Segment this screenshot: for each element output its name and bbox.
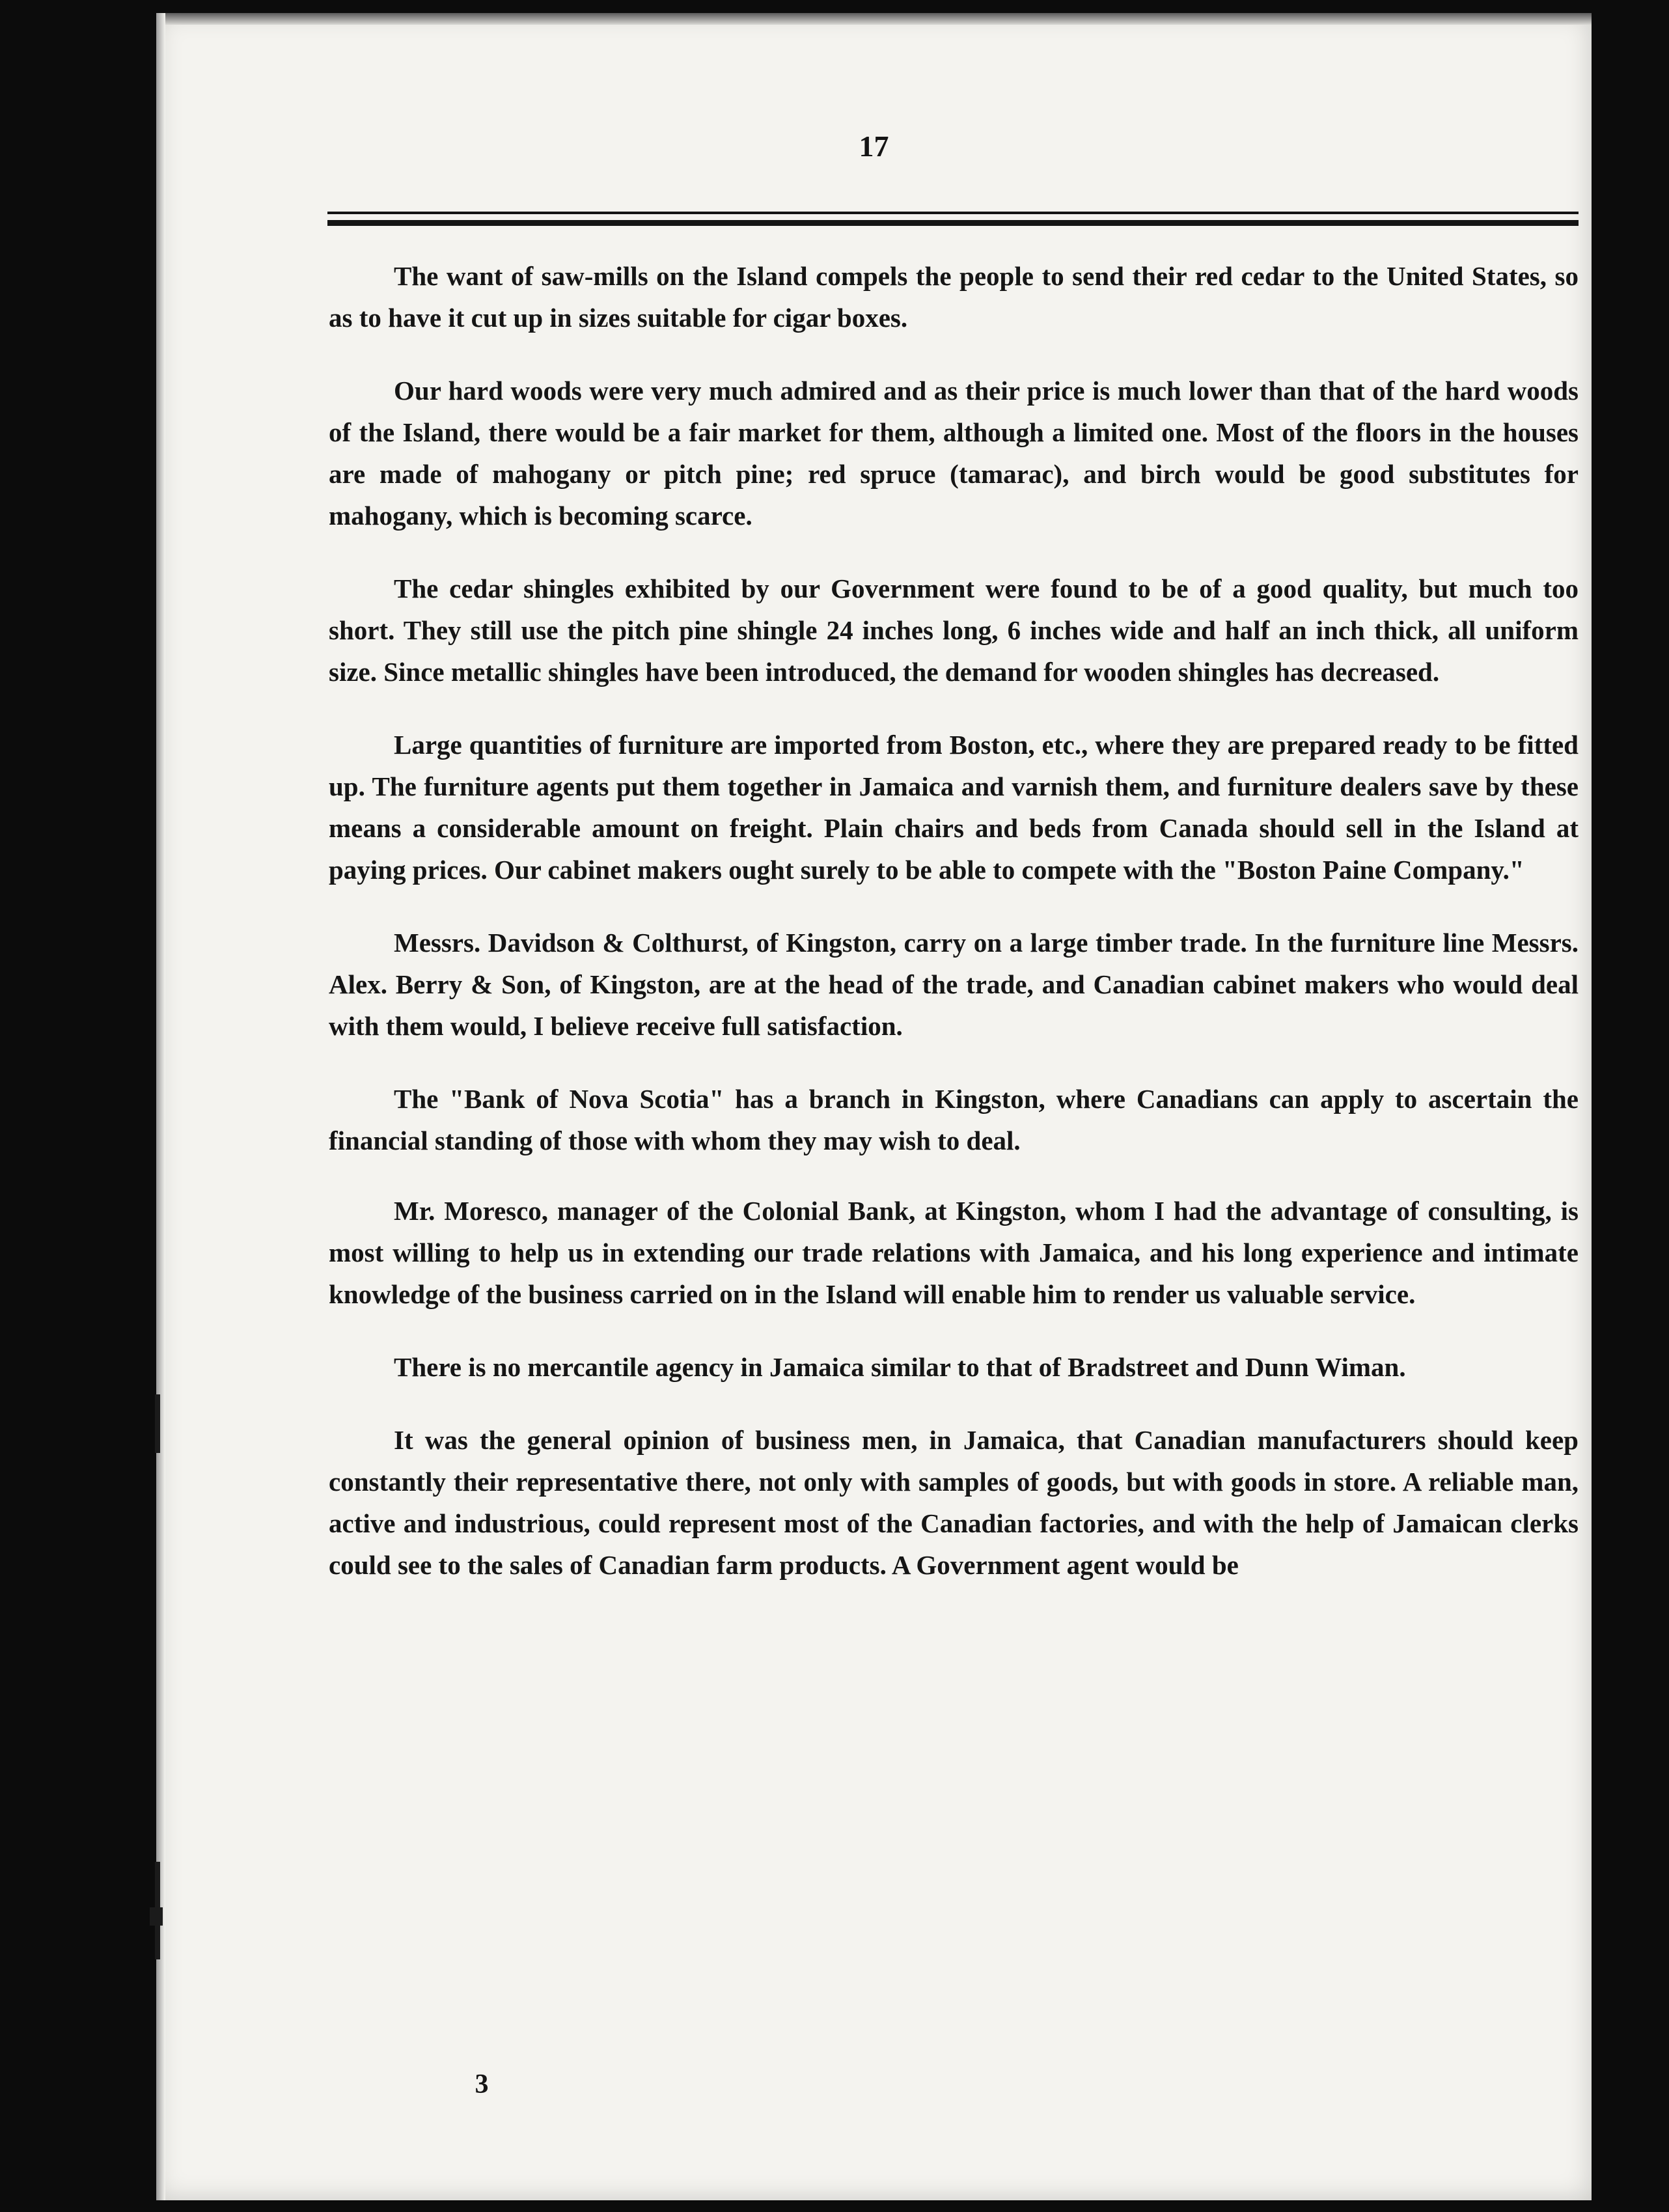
header-rule-thick xyxy=(327,220,1579,226)
paragraph-business-opinion: It was the general opinion of business men, in Jamaica, that Canadian manufacturers should keep constantly their representative there, not only with samples of goods, but with goods in store. A reliable man, active and industrious, could represent most of the Canadian factories, and with the help of Jamaican clerks could see to the sales of Canadian farm products. A Government agent would be xyxy=(329,1425,1579,1580)
left-margin-scan-mark xyxy=(155,1394,160,1453)
paragraph-saw-mills: The want of saw-mills on the Island compels the people to send their red cedar to the United States, so as to have it cut up in sizes suitable for cigar boxes. xyxy=(329,261,1579,333)
left-margin-scan-mark xyxy=(150,1907,163,1926)
paragraph-mercantile-agency: There is no mercantile agency in Jamaica similar to that of Bradstreet and Dunn Wiman. xyxy=(394,1352,1406,1382)
document-page xyxy=(156,13,1592,2200)
body-text xyxy=(329,255,1579,1617)
paragraph-bank-nova-scotia: The "Bank of Nova Scotia" has a branch in Kingston, where Canadians can apply to ascertain the financial standing of those with whom they may wish to deal. xyxy=(329,1084,1579,1155)
paragraph-colonial-bank: Mr. Moresco, manager of the Colonial Bank, at Kingston, whom I had the advantage of consulting, is most willing to help us in extending our trade relations with Jamaica, and his long experience and intimate knowledge of the business carried on in the Island will enable him to render us valuable service. xyxy=(329,1196,1579,1309)
paragraph-cedar-shingles: The cedar shingles exhibited by our Government were found to be of a good quality, but much too short. They still use the pitch pine shingle 24 inches long, 6 inches wide and half an inch thick, all uniform size. Since metallic shingles have been introduced, the demand for wooden shingles has decreased. xyxy=(329,574,1579,687)
paragraph-hard-woods: Our hard woods were very much admired and as their price is much lower than that of the hard woods of the Island, there would be a fair market for them, although a limited one. Most of the floors in the houses are made of mahogany or pitch pine; red spruce (tamarac), and birch would be good substitutes for mahogany, which is becoming scarce. xyxy=(329,376,1579,531)
page-top-shadow xyxy=(156,13,1592,25)
header-rule-thin xyxy=(327,212,1579,214)
paragraph-timber-trade: Messrs. Davidson & Colthurst, of Kingston, carry on a large timber trade. In the furniture line Messrs. Alex. Berry & Son, of Kingston, are at the head of the trade, and Canadian cabinet makers who would deal with them would, I believe receive full satisfaction. xyxy=(329,928,1579,1041)
paragraph-furniture-imports: Large quantities of furniture are imported from Boston, etc., where they are prepared ready to be fitted up. The furniture agents put them together in Jamaica and varnish them, and furniture dealers save by these means a considerable amount on freight. Plain chairs and beds from Canada should sell in the Island at paying prices. Our cabinet makers ought surely to be able to compete with the "Boston Paine Company." xyxy=(329,730,1579,885)
page-number: 17 xyxy=(859,130,889,163)
printer-signature-mark: 3 xyxy=(475,2069,489,2099)
